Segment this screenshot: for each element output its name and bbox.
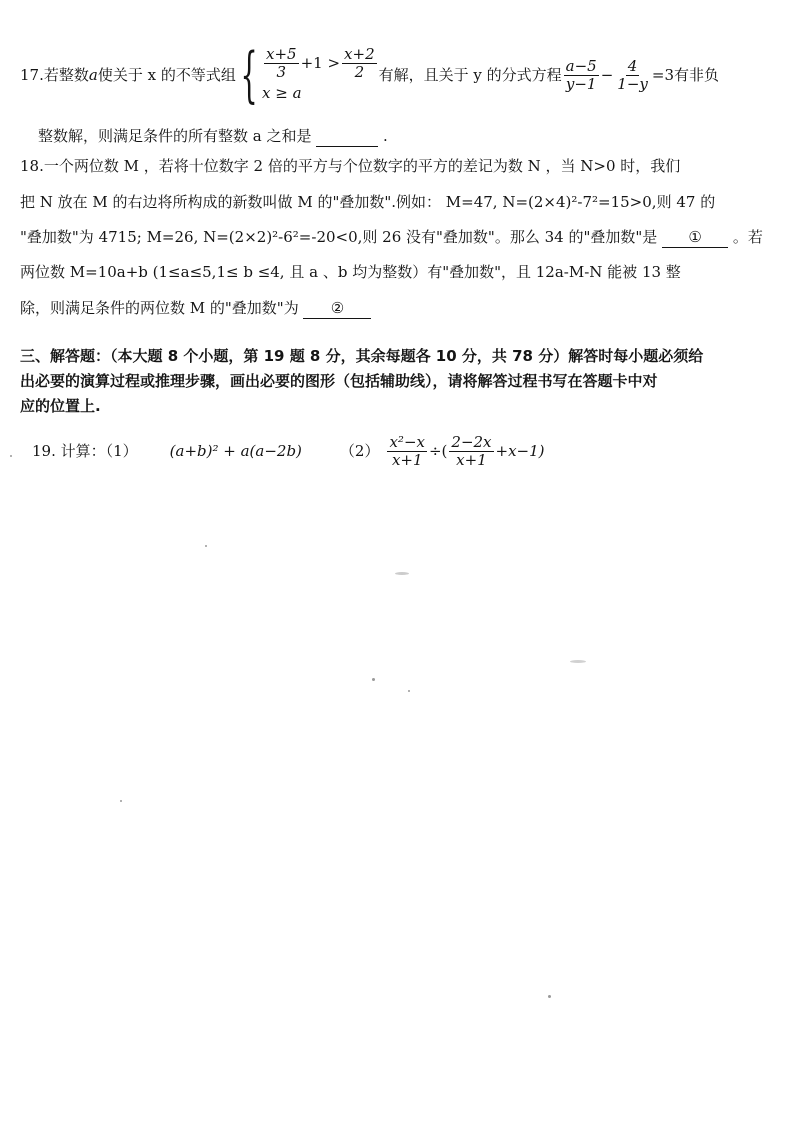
q19-label-2: （2） — [339, 442, 380, 460]
scan-speck — [372, 678, 375, 681]
q17-text-a: 若整数 — [43, 66, 89, 84]
question-17-line-1: 17. 若整数 a 使关于 x 的不等式组 { $\frac{x+5}{3}$ +1 > $\frac{x+2}{2}$ x ≥ a 有解，且关于 y 的分式方程 $\frac{a-5}{y-1}$ − $\frac{4}{1-y}$ =3有非负 — [20, 40, 719, 110]
scan-speck — [205, 545, 207, 547]
scan-speck — [120, 800, 122, 802]
question-18-line-1: 18.一个两位数 M ，若将十位数字 2 倍的平方与个位数字的平方的差记为数 N ，当 N>0 时，我们 — [20, 157, 681, 175]
inequality-system — [236, 40, 379, 110]
scan-speck — [408, 690, 410, 692]
scan-speck — [570, 660, 586, 663]
q19-fraction-1: $\frac{\text{x²−x}}{x+1}$ — [389, 432, 425, 469]
q19-label: 19. 计算：（1） — [32, 442, 138, 460]
section-3-line-3: 应的位置上. — [20, 397, 101, 415]
scan-speck — [10, 455, 12, 457]
question-17-line-2: 整数解，则满足条件的所有整数 a 之和是 . — [38, 127, 388, 145]
question-18-line-2: 把 N 放在 M 的右边将所构成的新数叫做 M 的"叠加数".例如： M=47, N=(2×4)²-7²=15>0,则 47 的 — [20, 193, 716, 211]
inequality-2: x ≥ a — [262, 83, 302, 102]
question-18-line-3: "叠加数"为 4715; M=26, N=(2×2)²-6²=-20<0,则 26 没有"叠加数"。那么 34 的"叠加数"是 ① 。若 — [20, 228, 763, 246]
scan-speck — [395, 572, 409, 575]
question-18-line-4: 两位数 M=10a+b (1≤a≤5,1≤ b ≤4, 且 a 、b 均为整数）有"叠加数"，且 12a-M-N 能被 13 整 — [20, 263, 681, 281]
q17-var-a: a — [88, 66, 98, 84]
scan-speck — [548, 995, 551, 998]
fraction-2: $\frac{4}{1-y}$ — [617, 56, 648, 93]
question-19: 19. 计算：（1） (a+b)² + a(a−2b) （2） $\frac{\text{x²−x}}{x+1}$ ÷( $\frac{2-2x}{x+1}$ +x−1) — [32, 432, 545, 469]
fraction-1: $\frac{a-5}{y-1}$ — [565, 56, 597, 93]
q17-rhs: =3有非负 — [651, 66, 719, 84]
section-3-line-2: 出必要的演算过程或推理步骤，画出必要的图形（包括辅助线），请将解答过程书写在答题卡中对 — [20, 372, 658, 390]
q17-text-c: 有解，且关于 y 的分式方程 — [378, 66, 562, 84]
answer-blank-17 — [316, 126, 378, 147]
answer-blank-18-2: ② — [303, 298, 371, 319]
section-3-line-1: 三、解答题：（本大题 8 个小题，第 19 题 8 分，其余每题各 10 分，共 78 分）解答时每小题必须给 — [20, 347, 704, 365]
question-18-line-5: 除，则满足条件的两位数 M 的"叠加数"为 ② — [20, 298, 774, 319]
q19-fraction-2: $\frac{2-2x}{x+1}$ — [451, 432, 492, 469]
inequality-1: $\frac{x+5}{3}$ +1 > $\frac{x+2}{2}$ — [266, 44, 375, 81]
q17-number: 17. — [20, 66, 44, 84]
brace-icon: { — [240, 40, 258, 110]
answer-blank-18-1: ① — [662, 227, 728, 248]
q17-text-b: 使关于 x 的不等式组 — [97, 66, 236, 84]
q19-expr-1: (a+b)² + a(a−2b) — [169, 442, 302, 460]
